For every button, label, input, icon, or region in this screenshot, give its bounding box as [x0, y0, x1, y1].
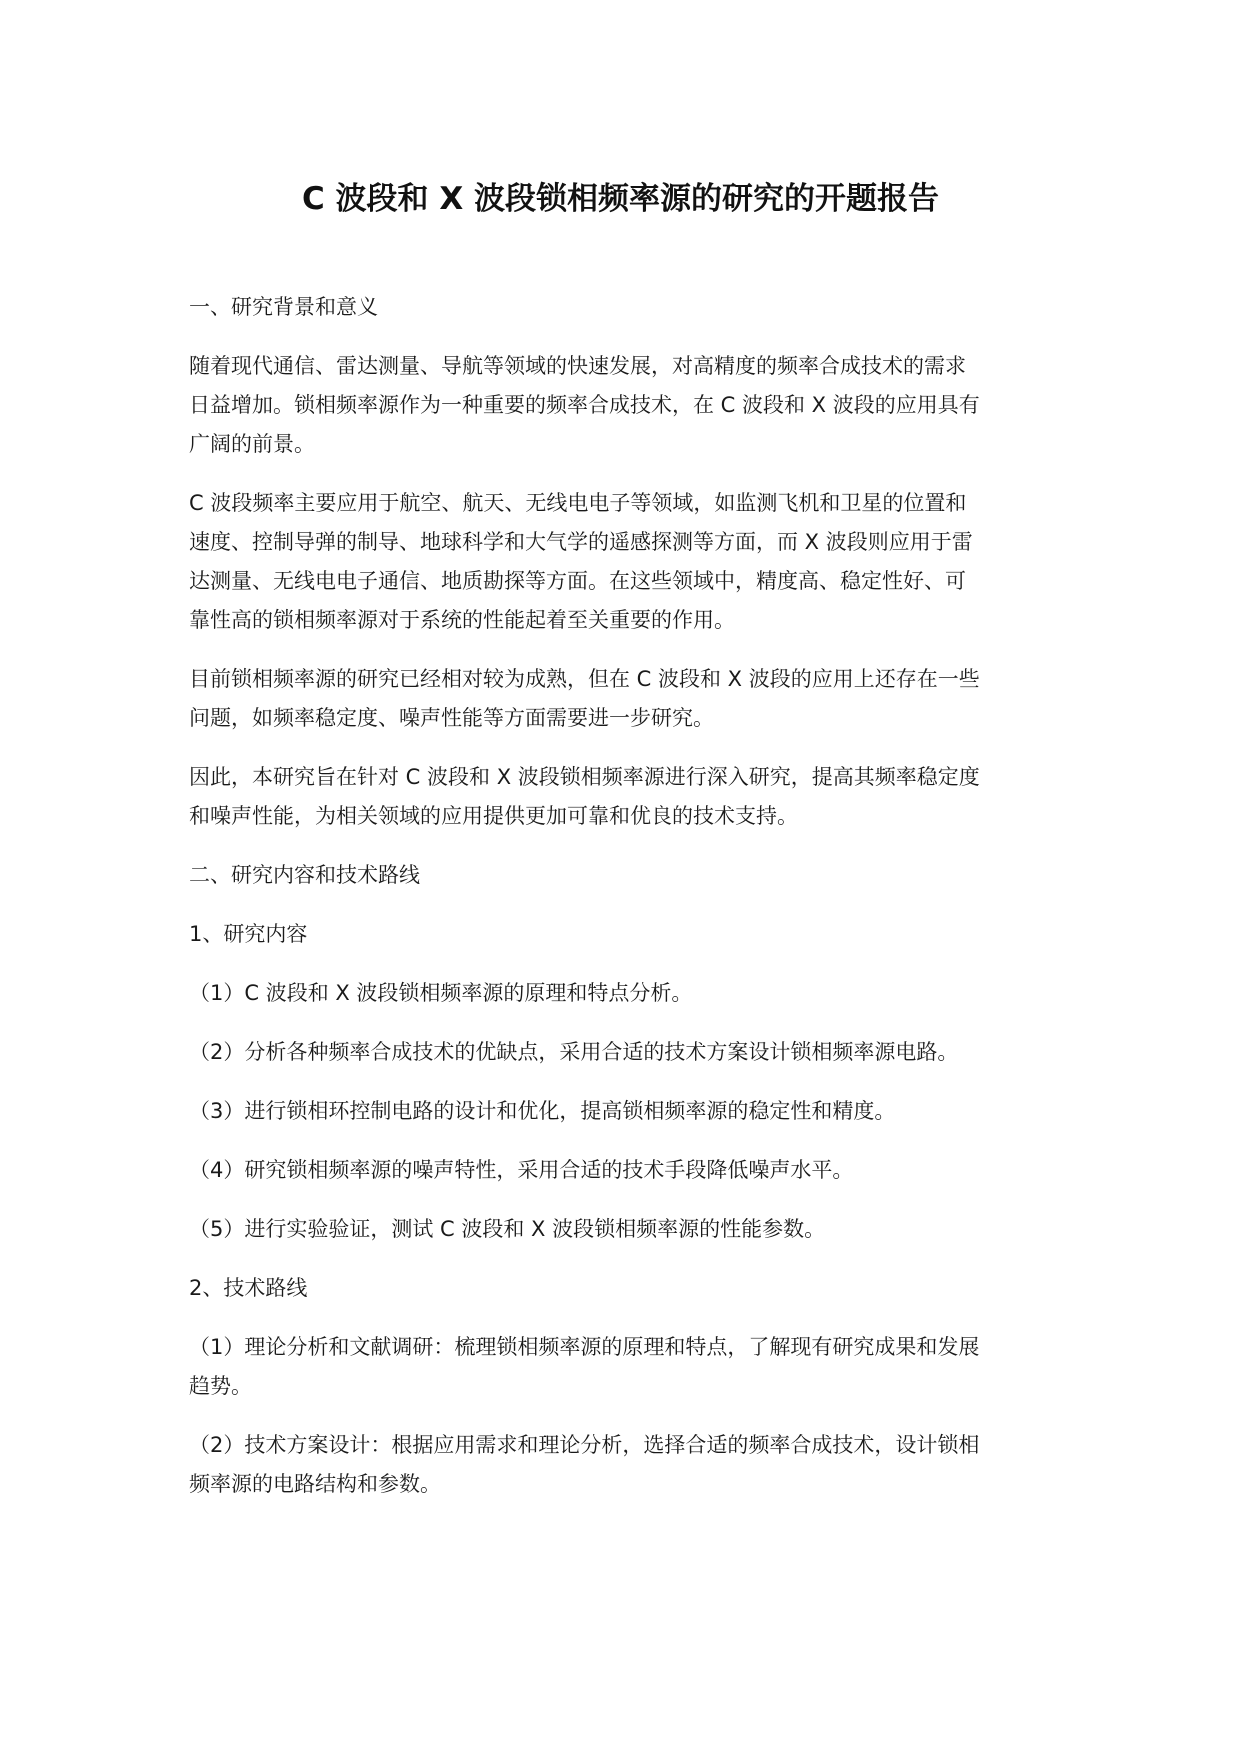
paragraph-line: 2、技术路线: [189, 1276, 308, 1300]
paragraph-line: 广阔的前景。: [189, 432, 315, 456]
paragraph-line: C 波段频率主要应用于航空、航天、无线电电子等领域，如监测飞机和卫星的位置和: [189, 491, 967, 515]
paragraph: [189, 1092, 1059, 1131]
paragraph-line: 日益增加。锁相频率源作为一种重要的频率合成技术，在 C 波段和 X 波段的应用具有: [189, 393, 980, 417]
paragraph: [189, 758, 1059, 836]
paragraph: [189, 660, 1059, 738]
document-body: [189, 288, 1059, 1524]
paragraph-line: （1）理论分析和文献调研：梳理锁相频率源的原理和特点，了解现有研究成果和发展: [189, 1335, 980, 1359]
paragraph: [189, 915, 1059, 954]
paragraph-line: 目前锁相频率源的研究已经相对较为成熟，但在 C 波段和 X 波段的应用上还存在一些: [189, 667, 980, 691]
paragraph-line: 1、研究内容: [189, 922, 308, 946]
paragraph-line: 速度、控制导弹的制导、地球科学和大气学的遥感探测等方面，而 X 波段则应用于雷: [189, 530, 973, 554]
paragraph-line: （5）进行实验验证，测试 C 波段和 X 波段锁相频率源的性能参数。: [189, 1217, 826, 1241]
paragraph-line: 趋势。: [189, 1374, 252, 1398]
paragraph-line: 频率源的电路结构和参数。: [189, 1472, 441, 1496]
paragraph-line: （1）C 波段和 X 波段锁相频率源的原理和特点分析。: [189, 981, 693, 1005]
paragraph: [189, 1269, 1059, 1308]
paragraph-line: 靠性高的锁相频率源对于系统的性能起着至关重要的作用。: [189, 608, 735, 632]
paragraph: [189, 1033, 1059, 1072]
paragraph-line: 随着现代通信、雷达测量、导航等领域的快速发展，对高精度的频率合成技术的需求: [189, 354, 966, 378]
paragraph: [189, 484, 1059, 640]
paragraph-line: 问题，如频率稳定度、噪声性能等方面需要进一步研究。: [189, 706, 714, 730]
document-title: C 波段和 X 波段锁相频率源的研究的开题报告: [301, 181, 940, 217]
paragraph-line: 二、研究内容和技术路线: [189, 863, 420, 887]
paragraph: [189, 856, 1059, 895]
paragraph-line: 达测量、无线电电子通信、地质勘探等方面。在这些领域中，精度高、稳定性好、可: [189, 569, 966, 593]
paragraph-line: （2）技术方案设计：根据应用需求和理论分析，选择合适的频率合成技术，设计锁相: [189, 1433, 980, 1457]
paragraph-line: 和噪声性能，为相关领域的应用提供更加可靠和优良的技术支持。: [189, 804, 798, 828]
paragraph-line: （4）研究锁相频率源的噪声特性，采用合适的技术手段降低噪声水平。: [189, 1158, 854, 1182]
paragraph-line: （2）分析各种频率合成技术的优缺点，采用合适的技术方案设计锁相频率源电路。: [189, 1040, 959, 1064]
paragraph: [189, 1426, 1059, 1504]
paragraph-line: （3）进行锁相环控制电路的设计和优化，提高锁相频率源的稳定性和精度。: [189, 1099, 896, 1123]
paragraph: [189, 1210, 1059, 1249]
paragraph-line: 一、研究背景和意义: [189, 295, 378, 319]
paragraph: [189, 974, 1059, 1013]
paragraph: [189, 347, 1059, 464]
paragraph: [189, 288, 1059, 327]
paragraph: [189, 1151, 1059, 1190]
paragraph: [189, 1328, 1059, 1406]
paragraph-line: 因此，本研究旨在针对 C 波段和 X 波段锁相频率源进行深入研究，提高其频率稳定度: [189, 765, 980, 789]
